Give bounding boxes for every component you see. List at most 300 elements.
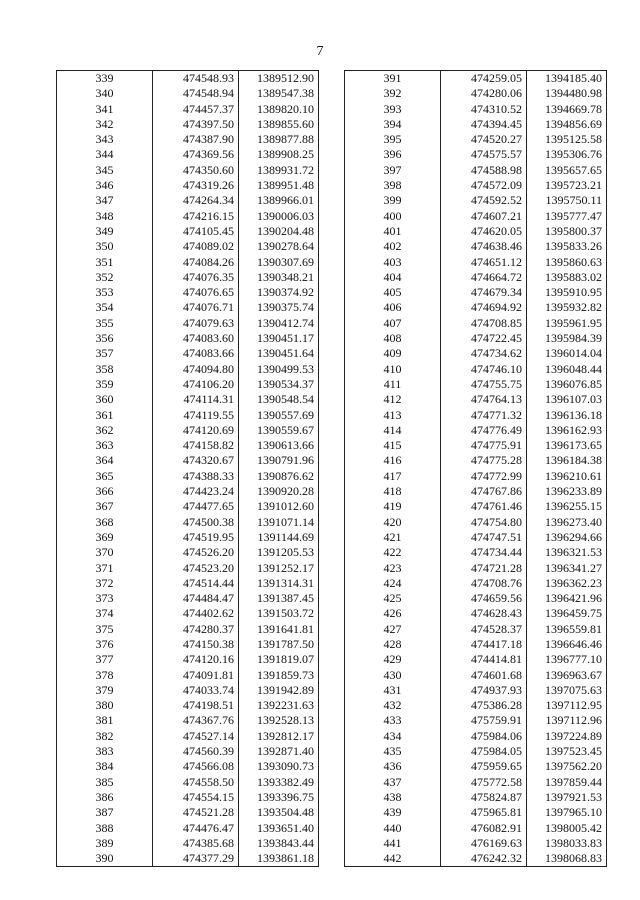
coordinate-y-cell: 1396255.15 bbox=[527, 499, 607, 514]
table-row bbox=[345, 316, 607, 331]
point-number-cell: 417 bbox=[345, 469, 441, 484]
table-row bbox=[345, 775, 607, 790]
table-row bbox=[57, 331, 319, 346]
coordinates-table-right bbox=[344, 70, 607, 867]
point-number-cell: 404 bbox=[345, 270, 441, 285]
point-number-cell: 346 bbox=[57, 178, 153, 193]
coordinate-x-cell: 474521.28 bbox=[153, 805, 239, 820]
coordinate-y-cell: 1389512.90 bbox=[239, 71, 319, 87]
table-row bbox=[345, 408, 607, 423]
coordinate-x-cell: 474548.93 bbox=[153, 71, 239, 87]
point-number-cell: 410 bbox=[345, 362, 441, 377]
table-row bbox=[57, 270, 319, 285]
coordinate-x-cell: 474369.56 bbox=[153, 147, 239, 162]
table-row bbox=[345, 438, 607, 453]
point-number-cell: 360 bbox=[57, 392, 153, 407]
coordinate-y-cell: 1396233.89 bbox=[527, 484, 607, 499]
point-number-cell: 398 bbox=[345, 178, 441, 193]
coordinate-y-cell: 1389820.10 bbox=[239, 102, 319, 117]
point-number-cell: 368 bbox=[57, 515, 153, 530]
table-row bbox=[57, 239, 319, 254]
coordinate-y-cell: 1396107.03 bbox=[527, 392, 607, 407]
coordinate-y-cell: 1395984.39 bbox=[527, 331, 607, 346]
coordinate-y-cell: 1393651.40 bbox=[239, 821, 319, 836]
point-number-cell: 355 bbox=[57, 316, 153, 331]
coordinate-x-cell: 474523.20 bbox=[153, 561, 239, 576]
coordinate-x-cell: 474664.72 bbox=[441, 270, 527, 285]
coordinate-x-cell: 474320.67 bbox=[153, 453, 239, 468]
coordinate-x-cell: 474089.02 bbox=[153, 239, 239, 254]
point-number-cell: 390 bbox=[57, 851, 153, 867]
table-row bbox=[57, 606, 319, 621]
coordinate-x-cell: 474388.33 bbox=[153, 469, 239, 484]
table-row bbox=[345, 270, 607, 285]
table-row bbox=[345, 193, 607, 208]
coordinate-y-cell: 1390204.48 bbox=[239, 224, 319, 239]
table-row bbox=[345, 163, 607, 178]
table-row bbox=[57, 775, 319, 790]
coordinate-y-cell: 1390557.69 bbox=[239, 408, 319, 423]
coordinate-x-cell: 474592.52 bbox=[441, 193, 527, 208]
point-number-cell: 442 bbox=[345, 851, 441, 867]
coordinate-y-cell: 1396777.10 bbox=[527, 652, 607, 667]
coordinate-y-cell: 1396459.75 bbox=[527, 606, 607, 621]
coordinate-y-cell: 1391503.72 bbox=[239, 606, 319, 621]
table-row bbox=[345, 515, 607, 530]
table-row bbox=[345, 805, 607, 820]
coordinate-x-cell: 474526.20 bbox=[153, 545, 239, 560]
coordinate-y-cell: 1396273.40 bbox=[527, 515, 607, 530]
point-number-cell: 436 bbox=[345, 759, 441, 774]
coordinate-y-cell: 1395657.65 bbox=[527, 163, 607, 178]
coordinate-x-cell: 475959.65 bbox=[441, 759, 527, 774]
point-number-cell: 342 bbox=[57, 117, 153, 132]
coordinate-x-cell: 474350.60 bbox=[153, 163, 239, 178]
coordinate-y-cell: 1390451.64 bbox=[239, 346, 319, 361]
point-number-cell: 356 bbox=[57, 331, 153, 346]
table-row bbox=[345, 622, 607, 637]
table-row bbox=[345, 836, 607, 851]
point-number-cell: 414 bbox=[345, 423, 441, 438]
table-row bbox=[57, 622, 319, 637]
point-number-cell: 440 bbox=[345, 821, 441, 836]
coordinate-y-cell: 1395800.37 bbox=[527, 224, 607, 239]
coordinate-x-cell: 474679.34 bbox=[441, 285, 527, 300]
table-row bbox=[57, 117, 319, 132]
coordinate-y-cell: 1389966.01 bbox=[239, 193, 319, 208]
point-number-cell: 418 bbox=[345, 484, 441, 499]
coordinate-x-cell: 474764.13 bbox=[441, 392, 527, 407]
coordinate-x-cell: 474520.27 bbox=[441, 132, 527, 147]
point-number-cell: 372 bbox=[57, 576, 153, 591]
point-number-cell: 391 bbox=[345, 71, 441, 87]
coordinate-x-cell: 474588.98 bbox=[441, 163, 527, 178]
coordinate-x-cell: 474651.12 bbox=[441, 255, 527, 270]
coordinate-x-cell: 474734.62 bbox=[441, 346, 527, 361]
point-number-cell: 406 bbox=[345, 300, 441, 315]
coordinate-x-cell: 474083.60 bbox=[153, 331, 239, 346]
coordinate-x-cell: 474708.85 bbox=[441, 316, 527, 331]
coordinate-x-cell: 475772.58 bbox=[441, 775, 527, 790]
coordinate-x-cell: 474076.65 bbox=[153, 285, 239, 300]
coordinate-x-cell: 474527.14 bbox=[153, 729, 239, 744]
table-row bbox=[345, 744, 607, 759]
coordinate-x-cell: 474776.49 bbox=[441, 423, 527, 438]
coordinate-y-cell: 1395910.95 bbox=[527, 285, 607, 300]
point-number-cell: 373 bbox=[57, 591, 153, 606]
point-number-cell: 422 bbox=[345, 545, 441, 560]
point-number-cell: 385 bbox=[57, 775, 153, 790]
coordinate-y-cell: 1395306.76 bbox=[527, 147, 607, 162]
coordinate-x-cell: 474476.47 bbox=[153, 821, 239, 836]
coordinate-y-cell: 1392871.40 bbox=[239, 744, 319, 759]
table-row bbox=[57, 713, 319, 728]
coordinate-x-cell: 474484.47 bbox=[153, 591, 239, 606]
point-number-cell: 370 bbox=[57, 545, 153, 560]
table-row bbox=[57, 255, 319, 270]
coordinate-x-cell: 474558.50 bbox=[153, 775, 239, 790]
coordinate-x-cell: 474755.75 bbox=[441, 377, 527, 392]
table-row bbox=[345, 637, 607, 652]
point-number-cell: 352 bbox=[57, 270, 153, 285]
table-row bbox=[57, 392, 319, 407]
point-number-cell: 339 bbox=[57, 71, 153, 87]
point-number-cell: 378 bbox=[57, 668, 153, 683]
point-number-cell: 387 bbox=[57, 805, 153, 820]
point-number-cell: 380 bbox=[57, 698, 153, 713]
point-number-cell: 359 bbox=[57, 377, 153, 392]
coordinate-x-cell: 474775.91 bbox=[441, 438, 527, 453]
coordinate-y-cell: 1398005.42 bbox=[527, 821, 607, 836]
table-row bbox=[57, 561, 319, 576]
coordinate-x-cell: 474575.57 bbox=[441, 147, 527, 162]
coordinate-x-cell: 474708.76 bbox=[441, 576, 527, 591]
table-row bbox=[57, 591, 319, 606]
table-row bbox=[57, 209, 319, 224]
coordinate-y-cell: 1394669.78 bbox=[527, 102, 607, 117]
coordinate-y-cell: 1396048.44 bbox=[527, 362, 607, 377]
coordinate-x-cell: 474548.94 bbox=[153, 86, 239, 101]
point-number-cell: 392 bbox=[345, 86, 441, 101]
table-row bbox=[57, 300, 319, 315]
point-number-cell: 415 bbox=[345, 438, 441, 453]
table-row bbox=[345, 423, 607, 438]
point-number-cell: 424 bbox=[345, 576, 441, 591]
coordinate-y-cell: 1393090.73 bbox=[239, 759, 319, 774]
coordinate-y-cell: 1391071.14 bbox=[239, 515, 319, 530]
coordinate-y-cell: 1391314.31 bbox=[239, 576, 319, 591]
table-row bbox=[345, 545, 607, 560]
point-number-cell: 381 bbox=[57, 713, 153, 728]
point-number-cell: 341 bbox=[57, 102, 153, 117]
coordinate-x-cell: 474414.81 bbox=[441, 652, 527, 667]
table-row bbox=[345, 300, 607, 315]
point-number-cell: 354 bbox=[57, 300, 153, 315]
point-number-cell: 347 bbox=[57, 193, 153, 208]
coordinate-x-cell: 474094.80 bbox=[153, 362, 239, 377]
table-row bbox=[57, 132, 319, 147]
coordinate-y-cell: 1397562.20 bbox=[527, 759, 607, 774]
coordinate-x-cell: 474417.18 bbox=[441, 637, 527, 652]
coordinate-x-cell: 474500.38 bbox=[153, 515, 239, 530]
point-number-cell: 363 bbox=[57, 438, 153, 453]
coordinate-y-cell: 1390412.74 bbox=[239, 316, 319, 331]
coordinate-y-cell: 1396421.96 bbox=[527, 591, 607, 606]
coordinate-y-cell: 1397859.44 bbox=[527, 775, 607, 790]
coordinate-y-cell: 1390499.53 bbox=[239, 362, 319, 377]
coordinate-x-cell: 474310.52 bbox=[441, 102, 527, 117]
coordinate-x-cell: 474638.46 bbox=[441, 239, 527, 254]
coordinate-x-cell: 474722.45 bbox=[441, 331, 527, 346]
point-number-cell: 376 bbox=[57, 637, 153, 652]
table-row bbox=[345, 469, 607, 484]
coordinate-x-cell: 474772.99 bbox=[441, 469, 527, 484]
coordinate-x-cell: 474394.45 bbox=[441, 117, 527, 132]
table-row bbox=[57, 377, 319, 392]
coordinate-y-cell: 1390451.17 bbox=[239, 331, 319, 346]
coordinate-x-cell: 476082.91 bbox=[441, 821, 527, 836]
coordinate-x-cell: 474747.51 bbox=[441, 530, 527, 545]
coordinate-y-cell: 1390920.28 bbox=[239, 484, 319, 499]
point-number-cell: 430 bbox=[345, 668, 441, 683]
point-number-cell: 403 bbox=[345, 255, 441, 270]
table-row bbox=[57, 438, 319, 453]
point-number-cell: 386 bbox=[57, 790, 153, 805]
table-row bbox=[345, 759, 607, 774]
table-row bbox=[57, 698, 319, 713]
coordinate-x-cell: 474560.39 bbox=[153, 744, 239, 759]
coordinate-x-cell: 474628.43 bbox=[441, 606, 527, 621]
coordinate-y-cell: 1390375.74 bbox=[239, 300, 319, 315]
coordinate-y-cell: 1396646.46 bbox=[527, 637, 607, 652]
table-row bbox=[345, 591, 607, 606]
coordinate-y-cell: 1395932.82 bbox=[527, 300, 607, 315]
point-number-cell: 423 bbox=[345, 561, 441, 576]
coordinate-y-cell: 1393861.18 bbox=[239, 851, 319, 867]
table-row bbox=[345, 71, 607, 87]
coordinate-y-cell: 1396559.81 bbox=[527, 622, 607, 637]
coordinate-y-cell: 1396210.61 bbox=[527, 469, 607, 484]
coordinate-x-cell: 474477.65 bbox=[153, 499, 239, 514]
coordinate-y-cell: 1390278.64 bbox=[239, 239, 319, 254]
point-number-cell: 432 bbox=[345, 698, 441, 713]
coordinate-x-cell: 474119.55 bbox=[153, 408, 239, 423]
coordinate-x-cell: 474607.21 bbox=[441, 209, 527, 224]
coordinate-y-cell: 1390548.54 bbox=[239, 392, 319, 407]
coordinate-y-cell: 1396294.66 bbox=[527, 530, 607, 545]
point-number-cell: 371 bbox=[57, 561, 153, 576]
table-row bbox=[57, 285, 319, 300]
coordinate-x-cell: 475759.91 bbox=[441, 713, 527, 728]
point-number-cell: 395 bbox=[345, 132, 441, 147]
table-row bbox=[57, 102, 319, 117]
coordinate-y-cell: 1390374.92 bbox=[239, 285, 319, 300]
coordinate-y-cell: 1395723.21 bbox=[527, 178, 607, 193]
point-number-cell: 353 bbox=[57, 285, 153, 300]
coordinate-x-cell: 474601.68 bbox=[441, 668, 527, 683]
coordinate-y-cell: 1396076.85 bbox=[527, 377, 607, 392]
point-number-cell: 345 bbox=[57, 163, 153, 178]
point-number-cell: 434 bbox=[345, 729, 441, 744]
point-number-cell: 389 bbox=[57, 836, 153, 851]
point-number-cell: 438 bbox=[345, 790, 441, 805]
table-row bbox=[345, 362, 607, 377]
coordinate-y-cell: 1389547.38 bbox=[239, 86, 319, 101]
point-number-cell: 412 bbox=[345, 392, 441, 407]
coordinate-y-cell: 1396341.27 bbox=[527, 561, 607, 576]
point-number-cell: 358 bbox=[57, 362, 153, 377]
coordinate-y-cell: 1390348.21 bbox=[239, 270, 319, 285]
coordinate-x-cell: 475984.06 bbox=[441, 729, 527, 744]
coordinate-y-cell: 1389908.25 bbox=[239, 147, 319, 162]
table-row bbox=[345, 239, 607, 254]
coordinate-x-cell: 474385.68 bbox=[153, 836, 239, 851]
coordinate-x-cell: 474377.29 bbox=[153, 851, 239, 867]
coordinate-x-cell: 474106.20 bbox=[153, 377, 239, 392]
point-number-cell: 350 bbox=[57, 239, 153, 254]
coordinate-x-cell: 474033.74 bbox=[153, 683, 239, 698]
coordinate-x-cell: 474198.51 bbox=[153, 698, 239, 713]
table-row bbox=[57, 469, 319, 484]
point-number-cell: 394 bbox=[345, 117, 441, 132]
coordinate-y-cell: 1397224.89 bbox=[527, 729, 607, 744]
table-row bbox=[57, 499, 319, 514]
point-number-cell: 382 bbox=[57, 729, 153, 744]
point-number-cell: 361 bbox=[57, 408, 153, 423]
coordinate-y-cell: 1398033.83 bbox=[527, 836, 607, 851]
coordinate-x-cell: 475824.87 bbox=[441, 790, 527, 805]
table-row bbox=[345, 652, 607, 667]
coordinate-x-cell: 474554.15 bbox=[153, 790, 239, 805]
point-number-cell: 409 bbox=[345, 346, 441, 361]
point-number-cell: 383 bbox=[57, 744, 153, 759]
table-row bbox=[345, 392, 607, 407]
coordinate-y-cell: 1391641.81 bbox=[239, 622, 319, 637]
coordinate-y-cell: 1389855.60 bbox=[239, 117, 319, 132]
table-row bbox=[57, 637, 319, 652]
point-number-cell: 402 bbox=[345, 239, 441, 254]
coordinate-y-cell: 1390559.67 bbox=[239, 423, 319, 438]
table-row bbox=[57, 545, 319, 560]
table-row bbox=[57, 346, 319, 361]
point-number-cell: 429 bbox=[345, 652, 441, 667]
table-row bbox=[345, 790, 607, 805]
table-row bbox=[345, 576, 607, 591]
coordinate-y-cell: 1396321.53 bbox=[527, 545, 607, 560]
coordinate-y-cell: 1398068.83 bbox=[527, 851, 607, 867]
point-number-cell: 351 bbox=[57, 255, 153, 270]
point-number-cell: 401 bbox=[345, 224, 441, 239]
table-row bbox=[345, 255, 607, 270]
table-row bbox=[57, 744, 319, 759]
table-row bbox=[57, 729, 319, 744]
point-number-cell: 435 bbox=[345, 744, 441, 759]
coordinate-y-cell: 1389951.48 bbox=[239, 178, 319, 193]
table-row bbox=[345, 117, 607, 132]
point-number-cell: 349 bbox=[57, 224, 153, 239]
coordinate-y-cell: 1397921.53 bbox=[527, 790, 607, 805]
point-number-cell: 344 bbox=[57, 147, 153, 162]
point-number-cell: 413 bbox=[345, 408, 441, 423]
point-number-cell: 366 bbox=[57, 484, 153, 499]
coordinate-x-cell: 474091.81 bbox=[153, 668, 239, 683]
table-row bbox=[57, 759, 319, 774]
point-number-cell: 416 bbox=[345, 453, 441, 468]
table-row bbox=[345, 346, 607, 361]
point-number-cell: 439 bbox=[345, 805, 441, 820]
coordinate-x-cell: 474620.05 bbox=[441, 224, 527, 239]
table-row bbox=[57, 851, 319, 867]
coordinate-y-cell: 1394185.40 bbox=[527, 71, 607, 87]
point-number-cell: 441 bbox=[345, 836, 441, 851]
point-number-cell: 343 bbox=[57, 132, 153, 147]
coordinate-x-cell: 474114.31 bbox=[153, 392, 239, 407]
coordinate-y-cell: 1396136.18 bbox=[527, 408, 607, 423]
point-number-cell: 425 bbox=[345, 591, 441, 606]
coordinate-y-cell: 1389877.88 bbox=[239, 132, 319, 147]
coordinate-x-cell: 474216.15 bbox=[153, 209, 239, 224]
coordinate-y-cell: 1391859.73 bbox=[239, 668, 319, 683]
coordinate-x-cell: 474694.92 bbox=[441, 300, 527, 315]
coordinate-x-cell: 474423.24 bbox=[153, 484, 239, 499]
point-number-cell: 428 bbox=[345, 637, 441, 652]
coordinate-x-cell: 474775.28 bbox=[441, 453, 527, 468]
coordinate-x-cell: 474572.09 bbox=[441, 178, 527, 193]
coordinate-x-cell: 474319.26 bbox=[153, 178, 239, 193]
table-row bbox=[345, 147, 607, 162]
coordinate-y-cell: 1391819.07 bbox=[239, 652, 319, 667]
coordinate-x-cell: 474158.82 bbox=[153, 438, 239, 453]
table-row bbox=[345, 484, 607, 499]
table-row bbox=[57, 147, 319, 162]
coordinate-y-cell: 1396162.93 bbox=[527, 423, 607, 438]
point-number-cell: 384 bbox=[57, 759, 153, 774]
coordinate-y-cell: 1395833.26 bbox=[527, 239, 607, 254]
coordinate-y-cell: 1391252.17 bbox=[239, 561, 319, 576]
point-number-cell: 420 bbox=[345, 515, 441, 530]
table-row bbox=[345, 683, 607, 698]
table-row bbox=[345, 224, 607, 239]
coordinate-y-cell: 1390534.37 bbox=[239, 377, 319, 392]
coordinate-x-cell: 474746.10 bbox=[441, 362, 527, 377]
table-row bbox=[345, 698, 607, 713]
table-row bbox=[57, 453, 319, 468]
table-row bbox=[345, 102, 607, 117]
coordinate-y-cell: 1393504.48 bbox=[239, 805, 319, 820]
table-row bbox=[57, 836, 319, 851]
coordinate-x-cell: 474734.44 bbox=[441, 545, 527, 560]
coordinate-x-cell: 474079.63 bbox=[153, 316, 239, 331]
coordinate-y-cell: 1391942.89 bbox=[239, 683, 319, 698]
coordinate-y-cell: 1392231.63 bbox=[239, 698, 319, 713]
coordinate-x-cell: 474761.46 bbox=[441, 499, 527, 514]
coordinate-y-cell: 1396963.67 bbox=[527, 668, 607, 683]
coordinate-x-cell: 475984.05 bbox=[441, 744, 527, 759]
table-row bbox=[57, 193, 319, 208]
point-number-cell: 348 bbox=[57, 209, 153, 224]
table-row bbox=[345, 530, 607, 545]
point-number-cell: 362 bbox=[57, 423, 153, 438]
coordinate-y-cell: 1391387.45 bbox=[239, 591, 319, 606]
point-number-cell: 369 bbox=[57, 530, 153, 545]
point-number-cell: 405 bbox=[345, 285, 441, 300]
coordinate-y-cell: 1393843.44 bbox=[239, 836, 319, 851]
table-row bbox=[345, 377, 607, 392]
point-number-cell: 365 bbox=[57, 469, 153, 484]
coordinate-x-cell: 474280.37 bbox=[153, 622, 239, 637]
table-row bbox=[57, 224, 319, 239]
point-number-cell: 427 bbox=[345, 622, 441, 637]
